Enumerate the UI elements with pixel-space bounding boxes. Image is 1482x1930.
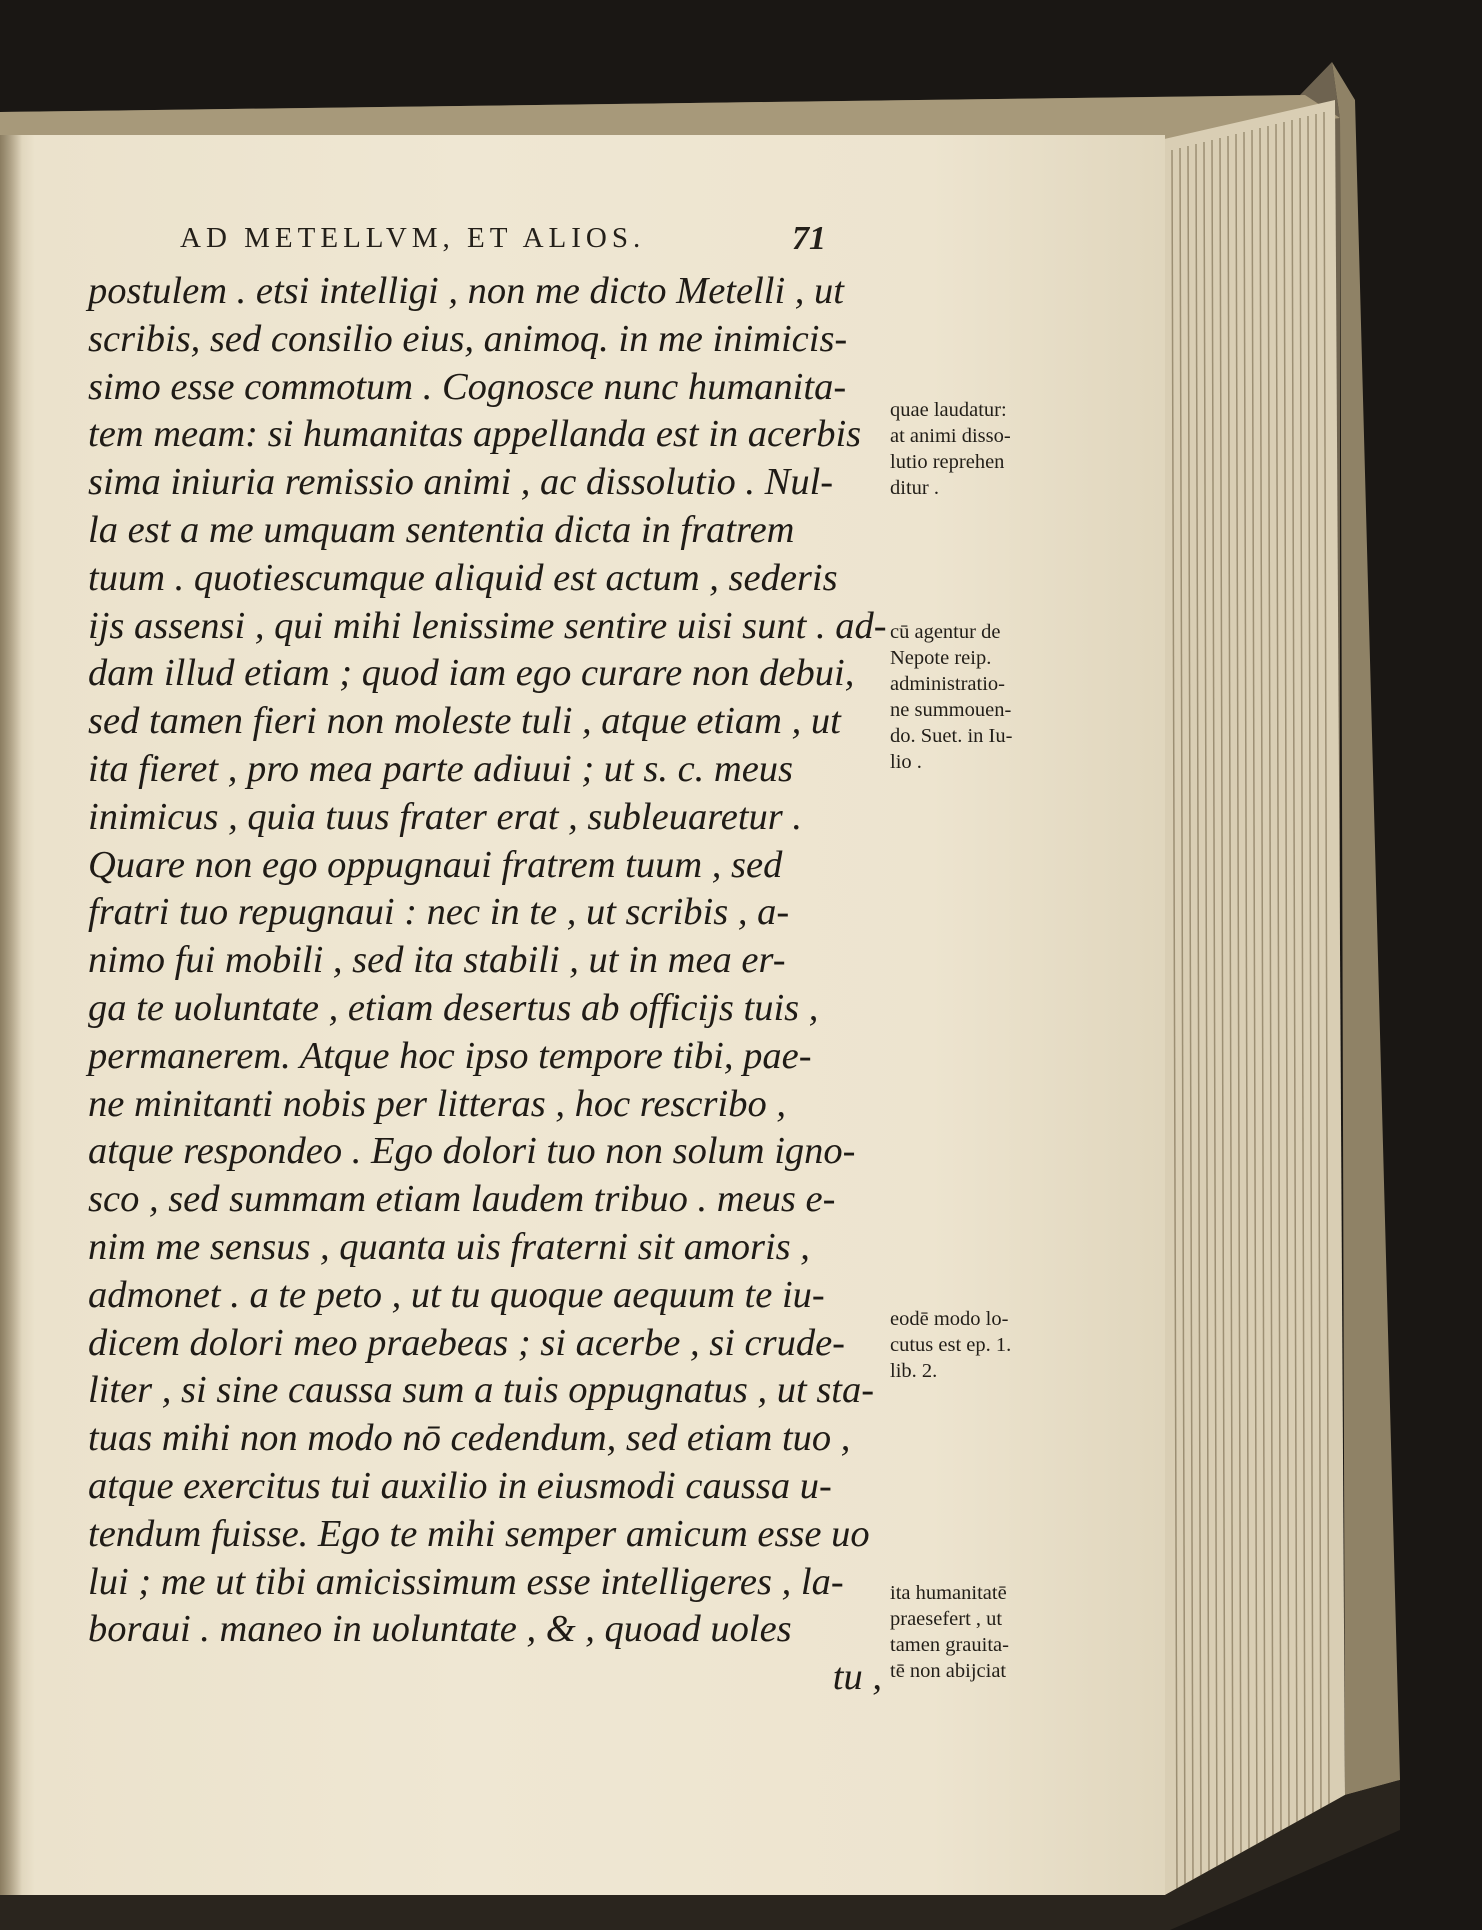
text-line: postulem . etsi intelligi , non me dicto Metelli , ut (88, 270, 844, 312)
text-line: tuum . quotiescumque aliquid est actum , sederis (88, 556, 838, 599)
text-line: ita fieret , pro mea parte adiuui ; ut s. c. meus (88, 747, 794, 790)
margin-note-line: ita humanitatē (890, 1582, 1007, 1604)
margin-note-line: eodē modo lo- (890, 1308, 1009, 1330)
folio-number: 71 (792, 220, 826, 257)
margin-note-line: lio . (890, 751, 922, 773)
margin-note-line: tamen grauita- (890, 1634, 1009, 1656)
margin-note-line: lutio reprehen (890, 451, 1005, 473)
text-line: ga te uoluntate , etiam desertus ab officijs tuis , (88, 986, 819, 1029)
text-line: atque respondeo . Ego dolori tuo non solum igno- (88, 1130, 856, 1173)
text-line: lui ; me ut tibi amicissimum esse intelligeres , la- (88, 1560, 844, 1603)
text-line: sed tamen fieri non moleste tuli , atque etiam , ut (88, 700, 841, 743)
margin-note-line: quae laudatur: (890, 399, 1007, 421)
text-line: la est a me umquam sententia dicta in fratrem (88, 508, 795, 551)
text-line: permanerem. Atque hoc ipso tempore tibi, pae- (88, 1034, 812, 1077)
margin-note-line: ne summouen- (890, 699, 1012, 721)
text-line: inimicus , quia tuus frater erat , subleuaretur . (88, 795, 803, 838)
text-line: boraui . maneo in uoluntate , & , quoad uoles (88, 1608, 792, 1651)
text-line: tuas mihi non modo nō cedendum, sed etiam tuo , (88, 1417, 851, 1460)
catchword-line: tu , (832, 1656, 882, 1699)
margin-note (890, 619, 1105, 775)
text-line: ijs assensi , qui mihi lenissime sentire uisi sunt . ad- (88, 604, 887, 647)
margin-note-line: at animi disso- (890, 425, 1011, 447)
text-line: dam illud etiam ; quod iam ego curare non debui, (88, 652, 855, 695)
text-line: sco , sed summam etiam laudem tribuo . meus e- (88, 1178, 836, 1221)
running-header (180, 222, 880, 255)
text-line: sima iniuria remissio animi , ac dissolutio . Nul- (88, 461, 834, 504)
margin-note-line: Nepote reip. (890, 647, 992, 669)
margin-note-line: administratio- (890, 673, 1006, 695)
text-line: tem meam: si humanitas appellanda est in acerbis (88, 413, 862, 456)
text-line: ne minitanti nobis per litteras , hoc rescribo , (88, 1082, 786, 1125)
text-line: fratri tuo repugnaui : nec in te , ut scribis , a- (88, 891, 790, 934)
margin-note-line: do. Suet. in Iu- (890, 725, 1013, 747)
margin-note-line: tē non abijciat (890, 1660, 1007, 1682)
text-line: scribis, sed consilio eius, animoq. in me inimicis- (88, 317, 848, 360)
text-line: atque exercitus tui auxilio in eiusmodi caussa u- (88, 1464, 832, 1507)
text-line: admonet . a te peto , ut tu quoque aequum te iu- (88, 1273, 825, 1316)
text-line: nimo fui mobili , sed ita stabili , ut in mea er- (88, 939, 786, 982)
text-line: liter , si sine caussa sum a tuis oppugnatus , ut sta- (88, 1369, 875, 1412)
text-line: nim me sensus , quanta uis fraterni sit amoris , (88, 1225, 810, 1268)
margin-note-line: cutus est ep. 1. (890, 1334, 1012, 1356)
margin-note-line: praesefert , ut (890, 1608, 1003, 1630)
margin-note (890, 1306, 1105, 1384)
margin-note-line: ditur . (890, 477, 939, 499)
text-line: dicem dolori meo praebeas ; si acerbe , si crude- (88, 1321, 845, 1364)
margin-note-line: lib. 2. (890, 1360, 938, 1382)
main-text-block (88, 268, 888, 1702)
margin-note (890, 397, 1105, 501)
gutter-shadow (0, 135, 22, 1895)
running-title: AD METELLVM, ET ALIOS. (180, 222, 646, 254)
margin-note (890, 1580, 1105, 1684)
text-line: Quare non ego oppugnaui fratrem tuum , sed (88, 843, 783, 886)
margin-note-line: cū agentur de (890, 621, 1001, 643)
text-line: tendum fuisse. Ego te mihi semper amicum esse uo (88, 1512, 870, 1555)
text-line: simo esse commotum . Cognosce nunc humanita- (88, 365, 847, 408)
